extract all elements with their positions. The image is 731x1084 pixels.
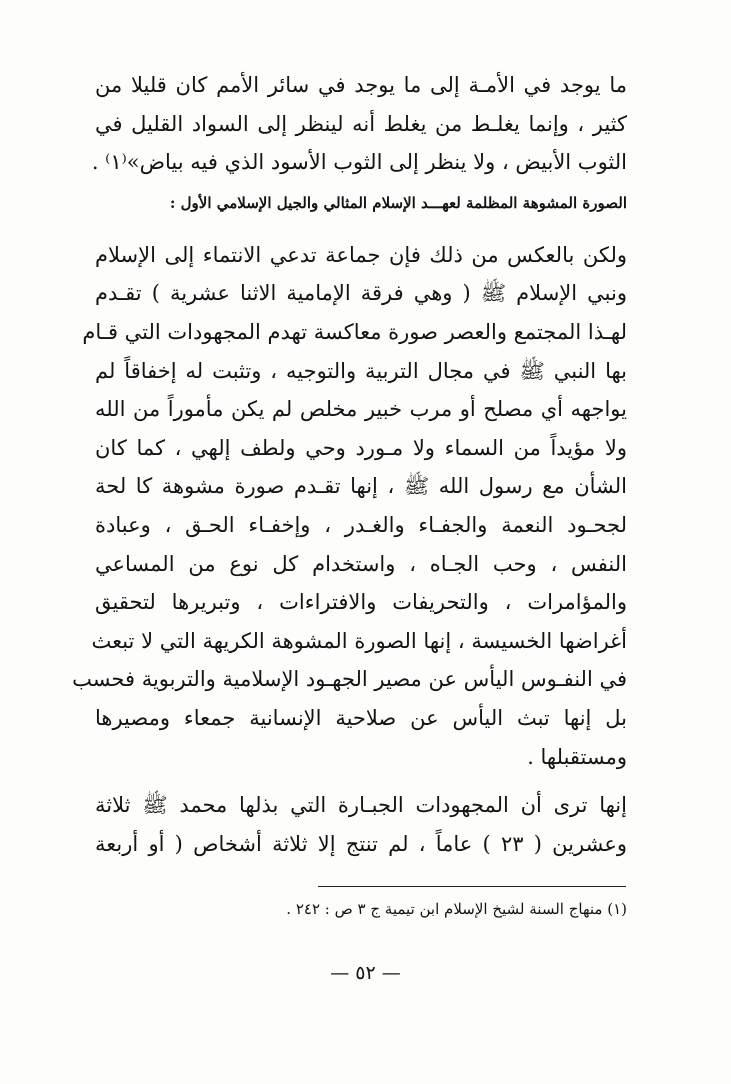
text-line: بها النبي ﷺ في مجال التربية والتوجيه ، وتثبت له إخفاقاً لم (95, 358, 627, 383)
text-line: وعشرين ( ٢٣ ) عاماً ، لم تنتج إلا ثلاثة أشخاص ( أو أربعة (95, 831, 627, 856)
text-line: لجحـود النعمة والجفـاء والغـدر ، وإخفـاء الحـق ، وعبادة (95, 512, 627, 537)
paragraph-1 (91, 66, 627, 182)
text-line: إنها ترى أن المجهودات الجبـارة التي بذلها محمد ﷺ ثلاثة (95, 793, 627, 818)
page-number: — ٥٢ — (330, 962, 401, 984)
text-line: بل إنها تبث اليأس عن صلاحية الإنسانية جمعاء ومصيرها (95, 705, 627, 730)
section-heading: الصورة المشوهة المظلمة لعهـــد الإسلام المثالي والجيل الإسلامي الأول : (169, 193, 627, 212)
main-text (72, 66, 627, 863)
footnote: (١) منهاج السنة لشيخ الإسلام ابن تيمية ج ٣ ص : ٢٤٢ . (286, 900, 627, 918)
text-line: ولكن بالعكس من ذلك فإن جماعة تدعي الانتماء إلى الإسلام (95, 242, 627, 267)
text-line: في النفـوس اليأس عن مصير الجهـود الإسلامية والتربوية فحسب (72, 667, 627, 692)
footnote-separator (318, 886, 626, 887)
text-line: الشأن مع رسول الله ﷺ ، إنها تقـدم صورة مشوهة كا لحة (95, 474, 627, 499)
paragraph-3 (95, 786, 627, 863)
text-line: يواجهه أي مصلح أو مرب خبير مخلص لم يكن مأموراً من الله (95, 397, 627, 422)
text-line: أغراضها الخسيسة ، إنها الصورة المشوهة الكريهة التي لا تبعث (91, 628, 627, 653)
paragraph-2 (72, 236, 627, 776)
text-line: والمؤامرات ، والتحريفات والافتراءات ، وتبريرها لتحقيق (95, 590, 627, 615)
text-line: ومستقبلها . (527, 744, 627, 769)
text-line: الثوب الأبيض ، ولا ينظر إلى الثوب الأسود الذي فيه بياض»⁽١⁾ . (91, 150, 627, 175)
text-line: كثير ، وإنما يغلـط من يغلط أنه لينظر إلى السواد القليل في (95, 111, 627, 136)
text-line: النفس ، وحب الجـاه ، واستخدام كل نوع من المساعي (95, 551, 627, 576)
text-line: ولا مؤيداً من السماء ولا مـورد وحي ولطف إلهي ، كما كان (95, 435, 627, 460)
text-line: لهـذا المجتمع والعصر صورة معاكسة تهدم المجهودات التي قـام (82, 319, 627, 344)
text-line: ونبي الإسلام ﷺ ( وهي فرقة الإمامية الاثنا عشرية ) تقـدم (95, 281, 627, 306)
text-line: ما يوجد في الأمـة إلى ما يوجد في سائر الأمم كان قليلا من (95, 73, 627, 97)
